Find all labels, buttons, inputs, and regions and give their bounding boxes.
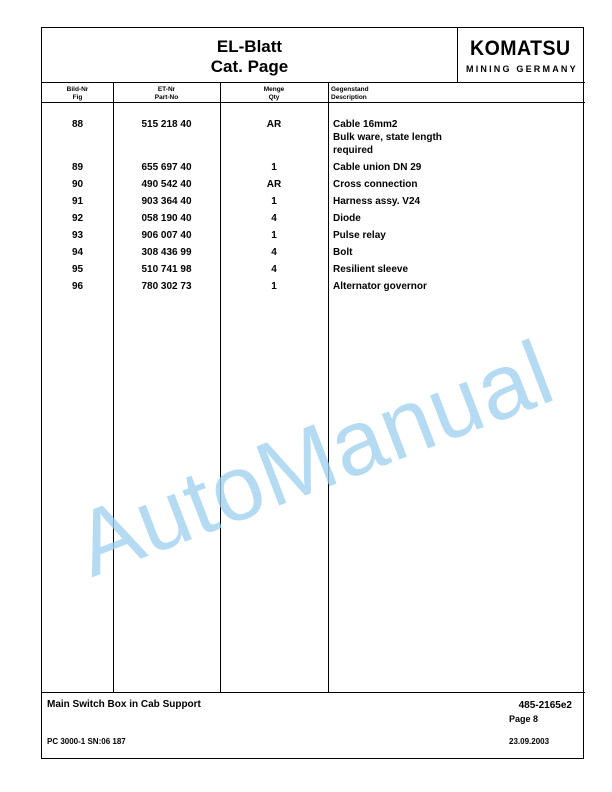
fig-number: 95 — [71, 264, 84, 275]
part-number: 510 741 98 — [141, 264, 192, 275]
quantity: 4 — [271, 247, 277, 258]
description: Bolt — [333, 247, 353, 258]
quantity: AR — [266, 179, 282, 190]
part-number: 903 364 40 — [141, 196, 192, 207]
part-number: 780 302 73 — [141, 281, 192, 292]
part-number: 308 436 99 — [141, 247, 192, 258]
description: Harness assy. V24 — [333, 196, 421, 207]
page-number: Page 8 — [509, 714, 539, 724]
fig-number: 92 — [71, 213, 84, 224]
table-row — [42, 178, 585, 191]
fig-number: 91 — [71, 196, 84, 207]
part-number: 655 697 40 — [141, 162, 192, 173]
part-number: 058 190 40 — [141, 213, 192, 224]
fig-number: 96 — [71, 281, 84, 292]
komatsu-logo — [458, 28, 585, 83]
quantity: AR — [266, 119, 282, 130]
machine-model: PC 3000-1 SN:06 187 — [47, 737, 126, 746]
col-header-fig: Bild-Nr Fig — [66, 86, 89, 101]
quantity: 1 — [271, 230, 277, 241]
catalog-page-frame — [41, 27, 584, 759]
table-row — [42, 246, 585, 259]
watermark: AutoManual — [62, 321, 567, 597]
fig-number: 90 — [71, 179, 84, 190]
part-number: 490 542 40 — [141, 179, 192, 190]
part-number: 515 218 40 — [141, 119, 192, 130]
fig-number: 88 — [71, 119, 84, 130]
quantity: 1 — [271, 196, 277, 207]
page-subtitle: Cat. Page — [210, 57, 289, 76]
quantity: 4 — [271, 213, 277, 224]
part-number: 906 007 40 — [141, 230, 192, 241]
col-header-part: ET-Nr Part-No — [154, 86, 179, 101]
col-header-qty: Menge Qty — [263, 86, 285, 101]
description: Cable 16mm2 Bulk ware, state length required — [333, 119, 442, 156]
description: Resilient sleeve — [333, 264, 409, 275]
quantity: 1 — [271, 281, 277, 292]
title-box — [42, 28, 458, 83]
parts-table — [42, 118, 585, 297]
fig-number: 93 — [71, 230, 84, 241]
table-row — [42, 263, 585, 276]
description: Pulse relay — [333, 230, 386, 241]
assembly-title: Main Switch Box in Cab Support — [47, 699, 201, 710]
quantity: 1 — [271, 162, 277, 173]
table-row — [42, 280, 585, 293]
quantity: 4 — [271, 264, 277, 275]
description: Alternator governor — [333, 281, 427, 292]
document-date: 23.09.2003 — [509, 737, 550, 746]
fig-number: 94 — [71, 247, 84, 258]
fig-number: 89 — [71, 162, 84, 173]
table-row — [42, 195, 585, 208]
table-row — [42, 212, 585, 225]
page-footer — [42, 692, 585, 760]
table-row — [42, 118, 585, 157]
document-number: 485-2165e2 — [518, 700, 572, 711]
table-row — [42, 229, 585, 242]
page-title: EL-Blatt — [216, 37, 283, 56]
logo-subtitle: MINING GERMANY — [466, 64, 578, 74]
description: Cross connection — [333, 179, 418, 190]
col-header-desc: Gegenstand Description — [331, 86, 369, 101]
table-row — [42, 161, 585, 174]
logo-wordmark: KOMATSU — [470, 37, 571, 60]
description: Diode — [333, 213, 361, 224]
column-header-row — [42, 83, 585, 103]
description: Cable union DN 29 — [333, 162, 422, 173]
